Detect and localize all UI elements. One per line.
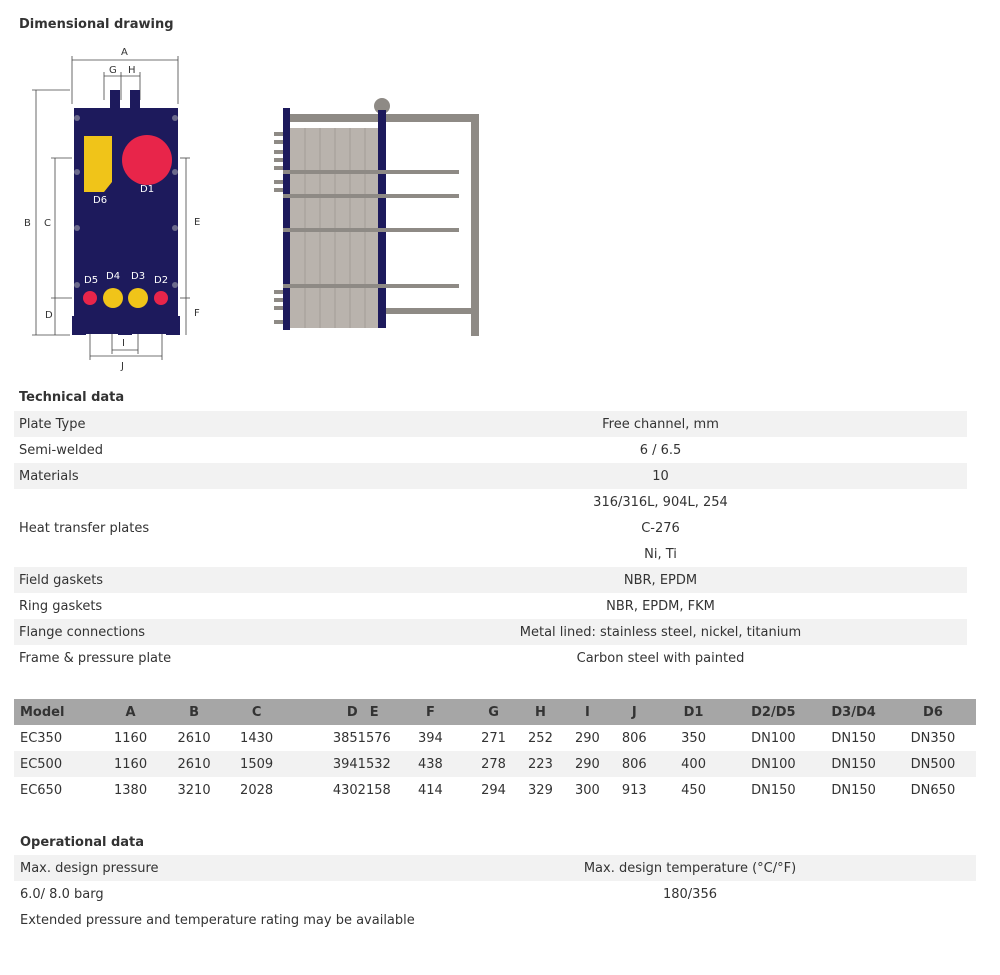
dim-label-h: H [128, 65, 136, 76]
label-d6: D6 [93, 195, 108, 206]
table-row: Semi-welded 6 / 6.5 [19, 442, 682, 458]
dim-label-g: G [109, 65, 117, 76]
table-row: Ni, Ti [644, 546, 677, 562]
dim-label-e: E [194, 217, 201, 228]
table-row: Max. design pressure Max. design temperature (°C/°F) [14, 855, 976, 881]
col-header: D1 [658, 699, 730, 725]
technical-data-table [14, 411, 967, 671]
label-d2: D2 [154, 275, 169, 286]
dim-label-a: A [121, 47, 128, 58]
models-header-row [14, 699, 976, 725]
dimensional-drawing-title: Dimensional drawing [19, 17, 174, 32]
col-header: I [564, 699, 611, 725]
dim-label-c: C [44, 218, 51, 229]
side-view [274, 98, 479, 336]
table-row: Materials 10 [14, 463, 967, 489]
port-d6 [84, 136, 112, 192]
col-header: A [98, 699, 162, 725]
col-header: G [470, 699, 517, 725]
dim-label-f: F [194, 308, 200, 319]
dimensional-drawing [0, 40, 520, 380]
col-header: H [517, 699, 564, 725]
table-row: Plate Type Free channel, mm [14, 411, 967, 437]
table-row: Extended pressure and temperature rating may be available [20, 912, 415, 928]
label-d3: D3 [131, 271, 146, 282]
models-table [14, 699, 976, 803]
col-header: D [288, 699, 358, 725]
port-d5 [83, 291, 97, 305]
table-row: EC650 1380 3210 2028 430 2158 414 294 329 300 913 450 DN150 DN150 DN650 [20, 782, 956, 798]
table-row: Frame & pressure plate Carbon steel with painted [19, 650, 745, 666]
col-header: F [391, 699, 470, 725]
col-header: J [611, 699, 658, 725]
table-row: Heat transfer plates C-276 [19, 520, 680, 536]
col-header: D2/D5 [729, 699, 817, 725]
table-row: EC350 1160 2610 1430 385 1576 394 271 252 290 806 350 DN100 DN150 DN350 [20, 730, 956, 746]
col-header: D6 [890, 699, 976, 725]
table-row: 316/316L, 904L, 254 [593, 494, 728, 510]
dim-label-i: I [122, 338, 125, 349]
label-d5: D5 [84, 275, 99, 286]
col-header: B [163, 699, 226, 725]
table-row: 6.0/ 8.0 barg 180/356 [20, 886, 717, 902]
port-d2 [154, 291, 168, 305]
front-view [24, 47, 200, 372]
col-header: C [225, 699, 288, 725]
port-d1 [122, 135, 172, 185]
port-d4 [103, 288, 123, 308]
operational-data-title: Operational data [20, 835, 145, 850]
label-d1: D1 [140, 184, 155, 195]
table-row: Field gaskets NBR, EPDM [14, 567, 967, 593]
technical-data-title: Technical data [19, 390, 125, 405]
col-header: D3/D4 [817, 699, 890, 725]
operational-data-table [14, 855, 976, 933]
label-d4: D4 [106, 271, 121, 282]
col-header: Model [14, 699, 98, 725]
table-row: EC500 1160 2610 1509 394 1532 438 278 223 290 806 400 DN100 DN150 DN500 [14, 751, 976, 777]
port-d3 [128, 288, 148, 308]
table-row: Ring gaskets NBR, EPDM, FKM [19, 598, 715, 614]
dim-label-d: D [45, 310, 53, 321]
dim-label-b: B [24, 218, 31, 229]
table-row: Flange connections Metal lined: stainless steel, nickel, titanium [14, 619, 967, 645]
col-header: E [358, 699, 391, 725]
dim-label-j: J [121, 361, 124, 372]
